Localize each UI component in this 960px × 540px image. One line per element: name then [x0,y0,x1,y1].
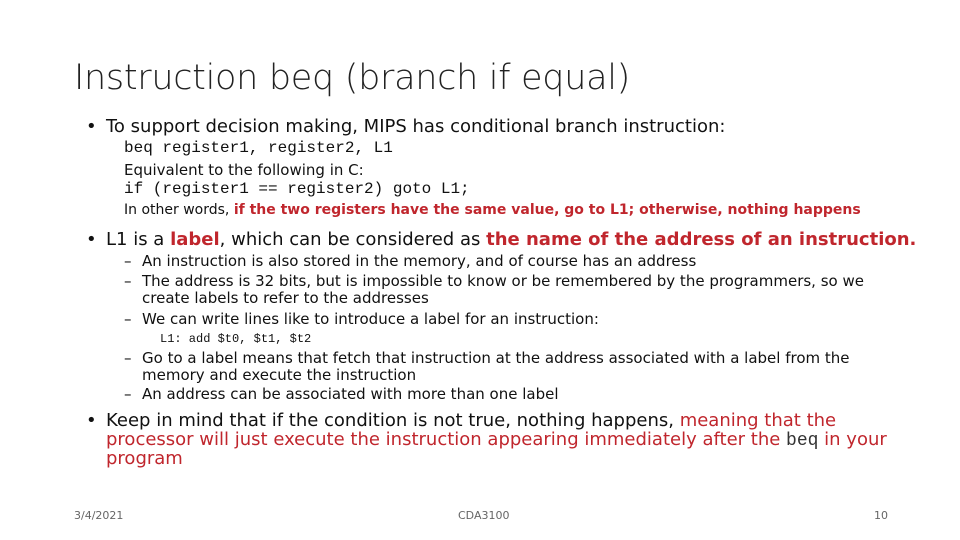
footer-course: CDA3100 [458,509,510,522]
other-words-prefix: In other words, [124,202,234,218]
bullet-2-part: , which can be considered as [219,229,487,250]
footer-date: 3/4/2021 [74,509,124,522]
sub-bullet-5: An address can be associated with more than one label [142,385,559,403]
label-emphasis: label [170,229,220,250]
address-name-emphasis: the name of the address of an instruction. [486,229,917,250]
bullet-marker: • [86,116,97,137]
code-c-equivalent: if (register1 == register2) goto L1; [124,180,470,198]
bullet-2-text [106,229,916,250]
dash-marker: – [124,349,132,367]
dash-marker: – [124,385,132,403]
footer-page-number: 10 [874,509,888,522]
sub-bullet-1: An instruction is also stored in the memory, and of course has an address [142,252,697,270]
bullet-1-text: To support decision making, MIPS has conditional branch instruction: [106,116,726,137]
sub-bullet-3: We can write lines like to introduce a label for an instruction: [142,310,599,328]
bullet-3-part: Keep in mind that if the condition is not true, nothing happens, [106,410,680,431]
dash-marker: – [124,272,132,290]
sub-bullet-4-line-1: Go to a label means that fetch that instruction at the address associated with a label from the [142,349,850,367]
slide-title: Instruction beq (branch if equal) [74,58,631,98]
bullet-3-emphasis: meaning that the [679,410,837,431]
sub-bullet-4-line-2: memory and execute the instruction [142,366,417,384]
equivalent-text: Equivalent to the following in C: [124,161,364,179]
bullet-3-part: processor will just execute the instruction appearing immediately after the [106,429,787,450]
bullet-marker: • [86,229,97,250]
code-beq-inline: beq [786,431,819,451]
sub-bullet-2-line-2: create labels to refer to the addresses [142,289,429,307]
dash-marker: – [124,310,132,328]
dash-marker: – [124,252,132,270]
sub-bullet-2-line-1: The address is 32 bits, but is impossible to know or be remembered by the programmers, so we [142,272,864,290]
other-words-emphasis: if the two registers have the same value, go to L1; otherwise, nothing happens [233,202,861,218]
code-beq-syntax: beq register1, register2, L1 [124,139,393,157]
bullet-3-part: in your [818,429,887,450]
bullet-3-line-2 [106,429,887,451]
code-label-example: L1: add $t0, $t1, $t2 [160,332,312,346]
bullet-2-part: L1 is a [106,229,171,250]
bullet-3-line-1 [106,410,836,431]
bullet-marker: • [86,410,97,431]
other-words-line [124,202,861,218]
bullet-3-line-3: program [106,448,183,469]
